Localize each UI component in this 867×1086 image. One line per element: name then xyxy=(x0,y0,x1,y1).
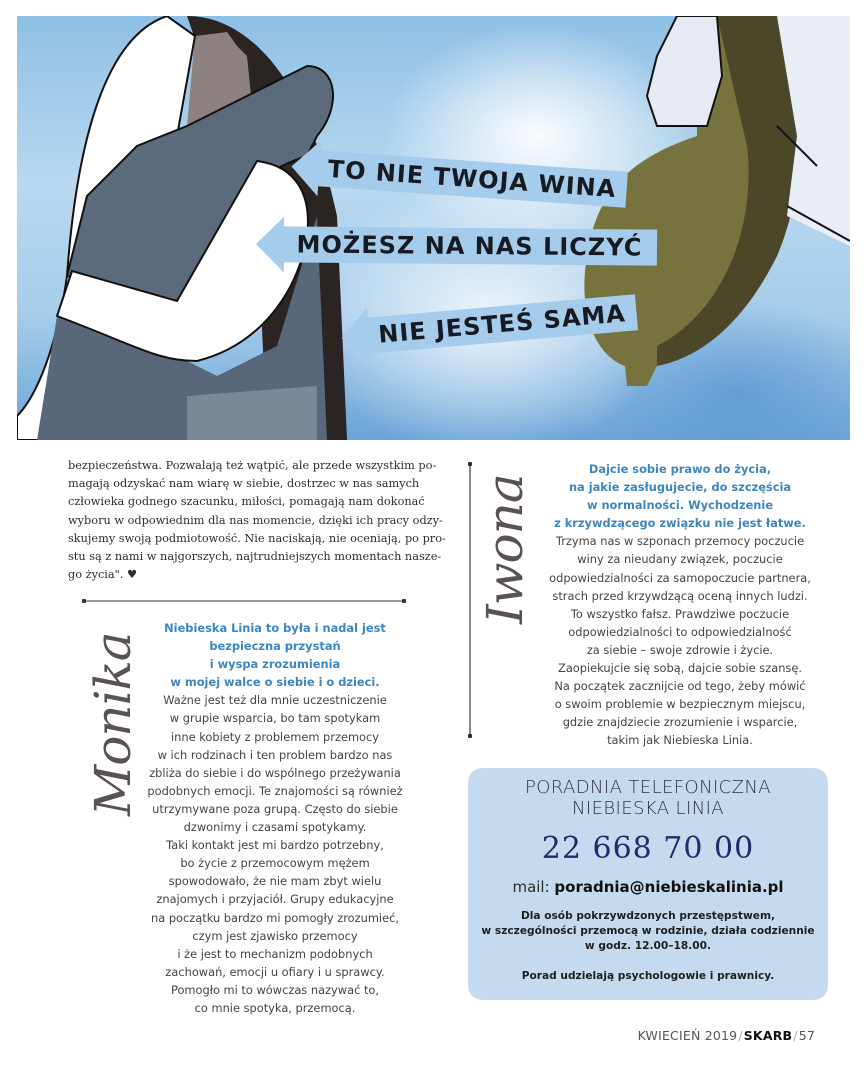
highlight-line: bezpieczna przystań xyxy=(209,639,341,654)
body-line: zachowań, emocji u ofiary i u sprawcy. xyxy=(165,964,385,979)
body-line: spowodowało, że nie mam zbyt wielu xyxy=(168,874,382,889)
body-line: odpowiedzialności za samopoczucie partnera, xyxy=(549,570,811,585)
testimonial-iwona xyxy=(530,460,830,750)
body-line: za siebie – swoje zdrowie i życie. xyxy=(586,642,774,657)
banner-you-are-not-alone: NIE JESTEŚ SAMA xyxy=(366,294,638,353)
highlight-line: w mojej walce o siebie i o dzieci. xyxy=(170,675,380,690)
arrow-left-icon xyxy=(256,216,284,272)
body-line: podobnych emocji. Te znajomości są również xyxy=(147,783,403,798)
text-line: skujemy swoją podmiotowość. Nie naciskają, nie oceniają, po pro- xyxy=(68,531,446,545)
divider-horizontal xyxy=(84,600,404,602)
arrow-left-icon xyxy=(289,138,321,196)
body-line: znajomych i przyjaciół. Grupy edukacyjne xyxy=(156,892,394,907)
text-line: człowieka godnego szacunku, miłości, pomagają nam dokonać xyxy=(68,495,425,509)
body-line: Pomogło mi to wówczas nazywać to, xyxy=(170,982,380,997)
highlight-line: na jakie zasługujecie, do szczęścia xyxy=(568,480,792,495)
body-line: na początku bardzo mi pomogły zrozumieć, xyxy=(151,910,399,925)
email-link[interactable]: poradnia@niebieskalinia.pl xyxy=(554,878,784,896)
body-line: Taki kontakt jest mi bardzo potrzebny, xyxy=(166,838,384,853)
body-line: dzwonimy i czasami spotykamy. xyxy=(183,820,367,835)
article-ending-paragraph xyxy=(68,457,446,584)
issue-date: KWIECIEŃ 2019 xyxy=(637,1028,738,1043)
body-line: co mnie spotyka, przemocą. xyxy=(194,1000,356,1015)
body-line: Trzyma nas w szponach przemocy poczucie xyxy=(555,534,805,549)
page-footer xyxy=(638,1028,815,1043)
divider-vertical xyxy=(469,464,471,736)
body-line: odpowiedzialności to odpowiedzialność xyxy=(568,624,792,639)
helpline-title: PORADNIA TELEFONICZNA NIEBIESKA LINIA xyxy=(525,777,771,819)
helpline-hours-note: Dla osób pokrzywdzonych przestępstwem, w szczególności przemocą w rodzinie, działa codziennie w godz. 12.00–18.00. xyxy=(481,910,815,952)
body-line: gdzie znajdziecie zrozumienie i wsparcie, xyxy=(562,715,798,730)
banner-you-can-count-on-us: MOŻESZ NA NAS LICZYĆ xyxy=(282,226,657,265)
text-line: go życia". ♥ xyxy=(68,568,138,582)
helpline-phone-number[interactable]: 22 668 70 00 xyxy=(541,831,755,866)
highlight-line: i wyspa zrozumienia xyxy=(209,657,341,672)
body-line: w grupie wsparcia, bo tam spotykam xyxy=(169,711,381,726)
banner-not-your-fault: TO NIE TWOJA WINA xyxy=(316,150,628,208)
highlight-line: Niebieska Linia to była i nadal jest xyxy=(164,621,386,635)
body-line: utrzymywane poza grupą. Często do siebie xyxy=(152,801,398,816)
helpline-email: mail: poradnia@niebieskalinia.pl xyxy=(512,878,784,896)
text-line: stu są z nami w najgorszych, najtrudniejszych momentach naszе- xyxy=(68,550,442,564)
arrow-left-icon xyxy=(339,308,372,366)
testimonial-name-monika: Monika xyxy=(84,632,142,816)
body-line: To wszystko fałsz. Prawdziwe poczucie xyxy=(570,606,790,621)
body-line: o swoim problemie w bezpiecznym miejscu, xyxy=(554,697,806,712)
text-line: magają odzyskać nam wiarę w siebie, dostrzec w nas samych xyxy=(68,477,420,491)
page-number: 57 xyxy=(798,1028,815,1043)
hero-illustration xyxy=(17,16,850,440)
highlight-line: z krzywdzącego związku nie jest łatwe. xyxy=(554,516,806,531)
body-line: strach przed krzywdzącą oceną innych ludzi. xyxy=(552,588,808,603)
separator: / xyxy=(738,1028,743,1043)
testimonial-monika xyxy=(130,619,420,1017)
text-line: bezpieczeństwa. Pozwalają też wątpić, ale przede wszystkim po- xyxy=(68,459,437,472)
body-line: czym jest zjawisko przemocy xyxy=(192,928,358,943)
highlight-line: Dajcie sobie prawo do życia, xyxy=(588,462,772,476)
body-line: i że jest to mechanizm podobnych xyxy=(177,946,373,961)
body-line: w ich rodzinach i ten problem bardzo nas xyxy=(157,747,393,762)
helpline-info-box xyxy=(468,768,828,1000)
body-line: bo życie z przemocowym mężem xyxy=(180,856,370,871)
separator: / xyxy=(793,1028,798,1043)
highlight-line: w normalności. Wychodzenie xyxy=(586,498,774,513)
body-line: Na początek zacznijcie od tego, żeby mówić xyxy=(554,679,806,694)
body-line: winy za nieudany związek, poczucie xyxy=(577,552,783,567)
body-line: Zaopiekujcie się sobą, dajcie sobie szansę. xyxy=(558,661,802,676)
body-line: zbliża do siebie i do wspólnego przeżywania xyxy=(149,765,401,780)
magazine-name: SKARB xyxy=(743,1028,793,1043)
body-line: Ważne jest też dla mnie uczestniczenie xyxy=(163,693,387,708)
body-line: inne kobiety z problemem przemocy xyxy=(170,729,380,744)
helpline-advice-note: Porad udzielają psychologowie i prawnicy. xyxy=(521,970,775,982)
testimonial-name-iwona: Iwona xyxy=(476,474,534,624)
body-line: takim jak Niebieska Linia. xyxy=(607,733,753,748)
text-line: wyboru w odpowiednim dla nas momencie, dzięki ich pracy odzy- xyxy=(68,513,443,527)
